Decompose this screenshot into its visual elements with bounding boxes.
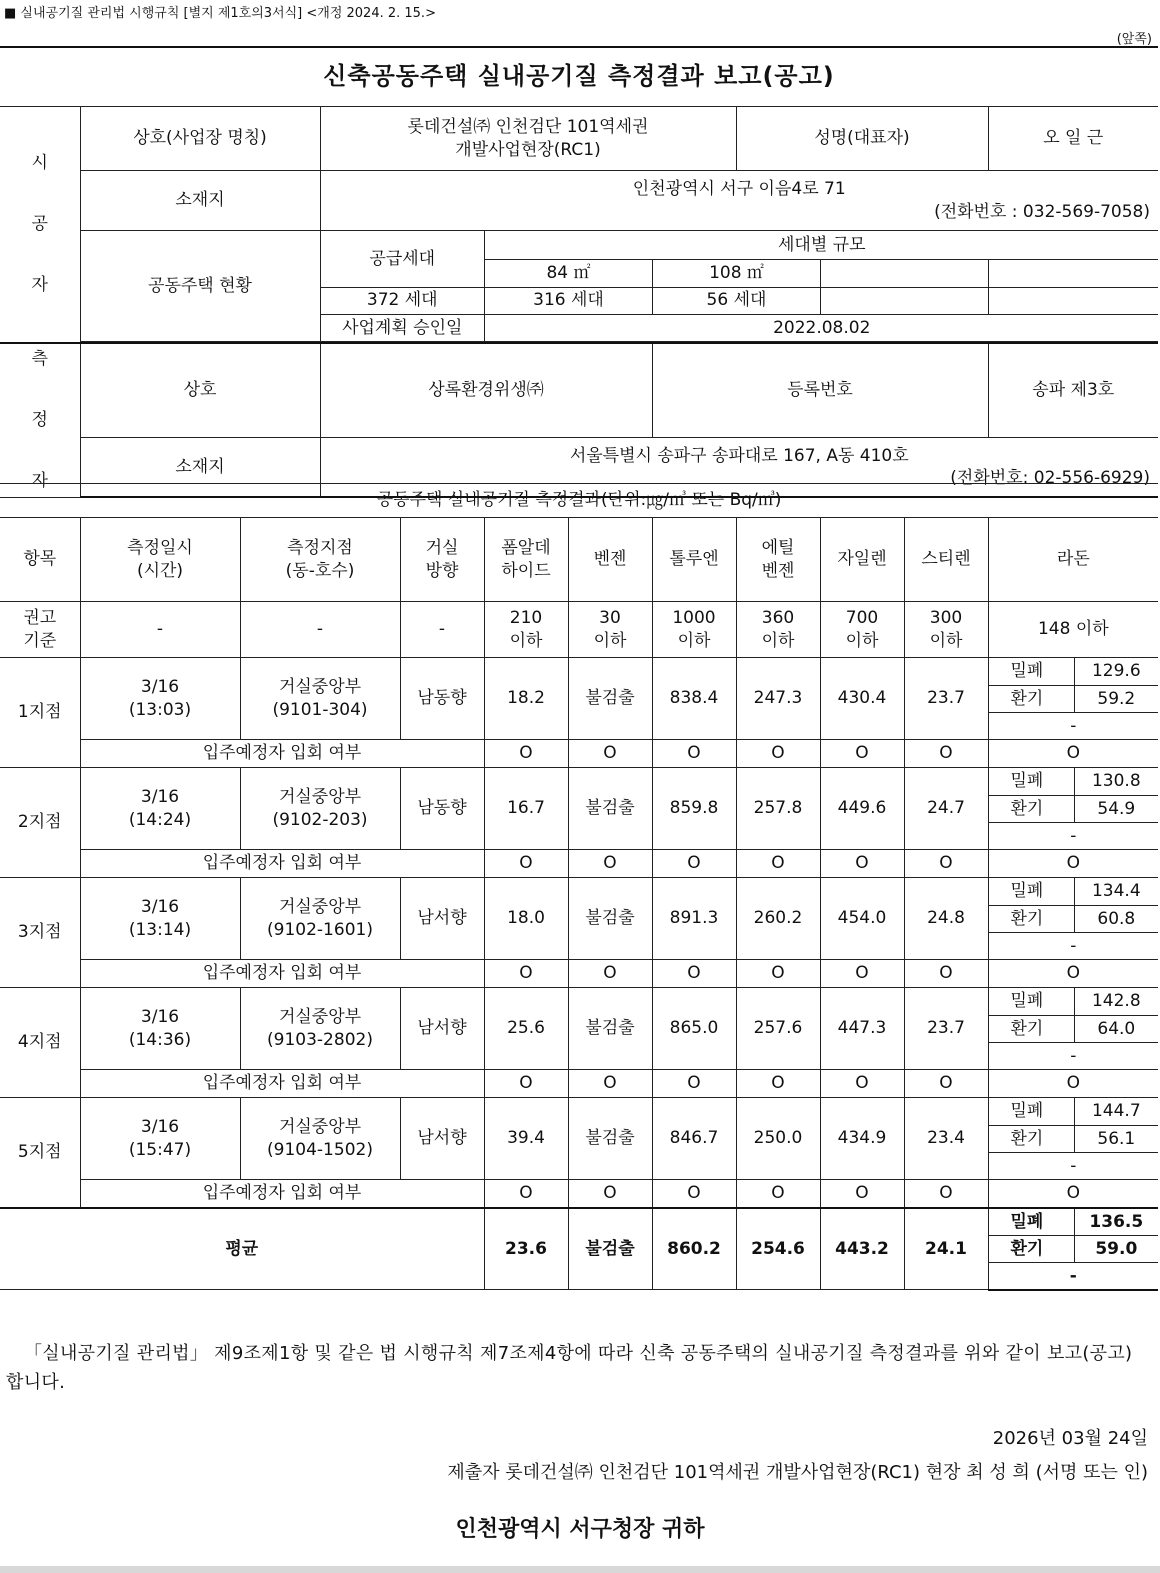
measurer-phone: (전화번호: 02-556-6929) — [950, 467, 1150, 488]
recipient: 인천광역시 서구청장 귀하 — [455, 1517, 705, 1542]
point-datetime: 3/16 (14:36) — [80, 988, 240, 1070]
size-count-3 — [821, 287, 989, 314]
attend-mark: O — [484, 960, 568, 988]
radon-vent-value: 59.2 — [1074, 686, 1158, 713]
size-count-1: 316 세대 — [485, 287, 653, 314]
size-2: 108 ㎡ — [653, 259, 821, 287]
point-ethyl: 247.3 — [736, 658, 820, 740]
point-xylene: 454.0 — [820, 878, 904, 960]
avg-radon-closed: 136.5 — [1074, 1208, 1158, 1236]
attend-label: 입주예정자 입회 여부 — [80, 1070, 484, 1098]
attend-mark: O — [484, 1180, 568, 1208]
apt-status-label: 공동주택 현황 — [80, 231, 320, 342]
std-datetime: - — [80, 602, 240, 658]
attend-mark-radon: O — [988, 740, 1158, 768]
point-benzene: 불검출 — [568, 878, 652, 960]
attend-mark: O — [652, 1070, 736, 1098]
radon-closed-value: 134.4 — [1074, 878, 1158, 906]
point-location: 거실중앙부 (9101-304) — [240, 658, 400, 740]
hdr-benzene: 벤젠 — [568, 518, 652, 602]
point-benzene: 불검출 — [568, 988, 652, 1070]
builder-name-label: 상호(사업장 명칭) — [80, 107, 320, 171]
point-hcho: 39.4 — [484, 1098, 568, 1180]
radon-vent-label: 환기 — [988, 1016, 1074, 1043]
attend-mark: O — [736, 960, 820, 988]
point-benzene: 불검출 — [568, 768, 652, 850]
attend-mark-radon: O — [988, 1070, 1158, 1098]
point-row — [0, 658, 1158, 686]
point-direction: 남동향 — [400, 658, 484, 740]
attend-mark: O — [484, 1070, 568, 1098]
point-label: 2지점 — [0, 768, 80, 878]
hdr-location: 측정지점 (동-호수) — [240, 518, 400, 602]
point-ethyl: 260.2 — [736, 878, 820, 960]
point-toluene: 859.8 — [652, 768, 736, 850]
point-hcho: 18.0 — [484, 878, 568, 960]
radon-closed-label: 밀폐 — [988, 768, 1074, 796]
builder-rep-value: 오 일 근 — [988, 107, 1158, 171]
hdr-toluene: 톨루엔 — [652, 518, 736, 602]
avg-styrene: 24.1 — [904, 1208, 988, 1290]
point-styrene: 23.4 — [904, 1098, 988, 1180]
results-table — [0, 483, 1158, 1291]
std-radon: 148 이하 — [988, 602, 1158, 658]
supply-label: 공급세대 — [321, 231, 485, 287]
point-hcho: 25.6 — [484, 988, 568, 1070]
form-header: ■ 실내공기질 관리법 시행규칙 [별지 제1호의3서식] <개정 2024. 2. 15.> — [4, 6, 436, 21]
point-datetime: 3/16 (13:03) — [80, 658, 240, 740]
attend-label: 입주예정자 입회 여부 — [80, 1180, 484, 1208]
hdr-datetime: 측정일시 (시간) — [80, 518, 240, 602]
info-table — [0, 46, 1158, 498]
avg-radon-vent-label: 환기 — [988, 1236, 1074, 1263]
point-row — [0, 988, 1158, 1016]
hdr-styrene: 스티렌 — [904, 518, 988, 602]
std-label: 권고 기준 — [0, 602, 80, 658]
radon-closed-label: 밀폐 — [988, 988, 1074, 1016]
bottom-divider — [0, 1566, 1160, 1573]
hdr-ethylbenzene: 에틸 벤젠 — [736, 518, 820, 602]
radon-dash: - — [988, 1153, 1158, 1180]
radon-closed-value: 144.7 — [1074, 1098, 1158, 1126]
attend-mark: O — [820, 1180, 904, 1208]
size-3 — [821, 259, 989, 287]
attend-mark: O — [568, 1070, 652, 1098]
point-datetime: 3/16 (15:47) — [80, 1098, 240, 1180]
attend-mark: O — [820, 1070, 904, 1098]
measurer-reg-value: 송파 제3호 — [988, 343, 1158, 437]
radon-vent-value: 56.1 — [1074, 1126, 1158, 1153]
std-toluene: 1000 이하 — [652, 602, 736, 658]
point-datetime: 3/16 (14:24) — [80, 768, 240, 850]
point-toluene: 838.4 — [652, 658, 736, 740]
statement: 「실내공기질 관리법」 제9조제1항 및 같은 법 시행규칙 제7조제4항에 따라 신축 공동주택의 실내공기질 측정결과를 위와 같이 보고(공고)합니다. — [6, 1343, 1133, 1393]
attend-label: 입주예정자 입회 여부 — [80, 740, 484, 768]
hdr-item: 항목 — [0, 518, 80, 602]
attend-mark: O — [568, 1180, 652, 1208]
point-ethyl: 250.0 — [736, 1098, 820, 1180]
builder-phone: (전화번호 : 032-569-7058) — [934, 201, 1150, 222]
attend-mark: O — [904, 1070, 988, 1098]
supply-total: 372 세대 — [321, 287, 485, 314]
avg-hcho: 23.6 — [484, 1208, 568, 1290]
radon-closed-value: 130.8 — [1074, 768, 1158, 796]
point-row — [0, 1098, 1158, 1126]
point-benzene: 불검출 — [568, 658, 652, 740]
point-styrene: 23.7 — [904, 988, 988, 1070]
point-toluene: 865.0 — [652, 988, 736, 1070]
radon-closed-label: 밀폐 — [988, 878, 1074, 906]
measurer-name-label: 상호 — [80, 343, 320, 437]
hdr-direction: 거실 방향 — [400, 518, 484, 602]
doc-title: 신축공동주택 실내공기질 측정결과 보고(공고) — [0, 47, 1158, 107]
point-location: 거실중앙부 (9103-2802) — [240, 988, 400, 1070]
attend-mark: O — [820, 740, 904, 768]
point-xylene: 434.9 — [820, 1098, 904, 1180]
std-direction: - — [400, 602, 484, 658]
builder-addr-label: 소재지 — [80, 171, 320, 231]
std-benzene: 30 이하 — [568, 602, 652, 658]
radon-dash: - — [988, 713, 1158, 740]
point-direction: 남서향 — [400, 1098, 484, 1180]
radon-dash: - — [988, 1043, 1158, 1070]
point-ethyl: 257.8 — [736, 768, 820, 850]
attend-mark-radon: O — [988, 1180, 1158, 1208]
attend-label: 입주예정자 입회 여부 — [80, 960, 484, 988]
builder-name-value: 롯데건설㈜ 인천검단 101역세권 개발사업현장(RC1) — [320, 107, 736, 171]
radon-closed-value: 129.6 — [1074, 658, 1158, 686]
measurer-addr-label: 소재지 — [80, 437, 320, 497]
point-direction: 남동향 — [400, 768, 484, 850]
size-4 — [989, 259, 1159, 287]
point-styrene: 23.7 — [904, 658, 988, 740]
approval-label: 사업계획 승인일 — [321, 314, 485, 341]
point-xylene: 447.3 — [820, 988, 904, 1070]
page-side-label: (앞쪽) — [1116, 32, 1152, 47]
point-xylene: 449.6 — [820, 768, 904, 850]
builder-rep-label: 성명(대표자) — [736, 107, 988, 171]
attend-mark: O — [484, 740, 568, 768]
attend-mark: O — [568, 850, 652, 878]
builder-section-label: 시 공 자 — [0, 107, 80, 344]
radon-vent-value: 54.9 — [1074, 796, 1158, 823]
builder-addr-cell — [320, 171, 1158, 231]
attend-mark: O — [736, 1070, 820, 1098]
size-count-2: 56 세대 — [653, 287, 821, 314]
attend-mark: O — [652, 960, 736, 988]
attend-mark: O — [820, 850, 904, 878]
avg-benzene: 불검출 — [568, 1208, 652, 1290]
attend-mark: O — [568, 960, 652, 988]
radon-vent-label: 환기 — [988, 906, 1074, 933]
size-1: 84 ㎡ — [485, 259, 653, 287]
std-ethylbenzene: 360 이하 — [736, 602, 820, 658]
radon-vent-label: 환기 — [988, 796, 1074, 823]
radon-dash: - — [988, 823, 1158, 850]
measurer-section-label: 측 정 자 — [0, 343, 80, 497]
builder-addr-value: 인천광역시 서구 이음4로 71 — [632, 179, 846, 200]
submit-date: 2026년 03월 24일 — [992, 1428, 1148, 1449]
radon-dash: - — [988, 933, 1158, 960]
point-row — [0, 878, 1158, 906]
attend-mark-radon: O — [988, 960, 1158, 988]
point-ethyl: 257.6 — [736, 988, 820, 1070]
radon-vent-value: 64.0 — [1074, 1016, 1158, 1043]
results-caption: 공동주택 실내공기질 측정결과(단위:㎍/㎥ 또는 Bq/㎥) — [0, 484, 1158, 518]
radon-closed-label: 밀폐 — [988, 1098, 1074, 1126]
point-label: 4지점 — [0, 988, 80, 1098]
attend-mark: O — [652, 850, 736, 878]
point-styrene: 24.8 — [904, 878, 988, 960]
hdr-xylene: 자일렌 — [820, 518, 904, 602]
std-hcho: 210 이하 — [484, 602, 568, 658]
point-label: 5지점 — [0, 1098, 80, 1208]
measurer-name-value: 상록환경위생㈜ — [320, 343, 652, 437]
attend-mark: O — [736, 1180, 820, 1208]
radon-closed-label: 밀폐 — [988, 658, 1074, 686]
attend-mark: O — [652, 740, 736, 768]
point-location: 거실중앙부 (9104-1502) — [240, 1098, 400, 1180]
point-toluene: 891.3 — [652, 878, 736, 960]
attend-mark: O — [568, 740, 652, 768]
point-datetime: 3/16 (13:14) — [80, 878, 240, 960]
point-benzene: 불검출 — [568, 1098, 652, 1180]
radon-closed-value: 142.8 — [1074, 988, 1158, 1016]
avg-label: 평균 — [0, 1208, 484, 1290]
measurer-addr-value: 서울특별시 송파구 송파대로 167, A동 410호 — [569, 445, 909, 466]
size-count-4 — [989, 287, 1159, 314]
attend-mark: O — [904, 960, 988, 988]
point-toluene: 846.7 — [652, 1098, 736, 1180]
point-hcho: 16.7 — [484, 768, 568, 850]
point-location: 거실중앙부 (9102-203) — [240, 768, 400, 850]
apt-status-cell — [320, 231, 1158, 342]
point-label: 1지점 — [0, 658, 80, 768]
avg-ethylbenzene: 254.6 — [736, 1208, 820, 1290]
avg-radon-dash: - — [988, 1263, 1158, 1290]
attend-mark: O — [820, 960, 904, 988]
attend-mark: O — [904, 850, 988, 878]
point-direction: 남서향 — [400, 988, 484, 1070]
apt-subtable — [321, 231, 1159, 341]
approval-date: 2022.08.02 — [773, 317, 871, 338]
point-label: 3지점 — [0, 878, 80, 988]
std-location: - — [240, 602, 400, 658]
attend-mark: O — [904, 1180, 988, 1208]
point-direction: 남서향 — [400, 878, 484, 960]
point-location: 거실중앙부 (9102-1601) — [240, 878, 400, 960]
avg-radon-closed-label: 밀폐 — [988, 1208, 1074, 1236]
hdr-radon: 라돈 — [988, 518, 1158, 602]
radon-vent-value: 60.8 — [1074, 906, 1158, 933]
measurer-reg-label: 등록번호 — [652, 343, 988, 437]
scale-label: 세대별 규모 — [485, 231, 1159, 259]
avg-toluene: 860.2 — [652, 1208, 736, 1290]
hdr-hcho: 폼알데 하이드 — [484, 518, 568, 602]
point-xylene: 430.4 — [820, 658, 904, 740]
attend-mark: O — [484, 850, 568, 878]
attend-label: 입주예정자 입회 여부 — [80, 850, 484, 878]
std-xylene: 700 이하 — [820, 602, 904, 658]
submitter: 제출자 롯데건설㈜ 인천검단 101역세권 개발사업현장(RC1) 현장 최 성 희 (서명 또는 인) — [447, 1462, 1148, 1483]
attend-mark: O — [652, 1180, 736, 1208]
radon-vent-label: 환기 — [988, 1126, 1074, 1153]
attend-mark: O — [736, 740, 820, 768]
point-styrene: 24.7 — [904, 768, 988, 850]
attend-mark-radon: O — [988, 850, 1158, 878]
radon-vent-label: 환기 — [988, 686, 1074, 713]
point-hcho: 18.2 — [484, 658, 568, 740]
point-row — [0, 768, 1158, 796]
std-styrene: 300 이하 — [904, 602, 988, 658]
avg-radon-vent: 59.0 — [1074, 1236, 1158, 1263]
attend-mark: O — [904, 740, 988, 768]
avg-xylene: 443.2 — [820, 1208, 904, 1290]
attend-mark: O — [736, 850, 820, 878]
